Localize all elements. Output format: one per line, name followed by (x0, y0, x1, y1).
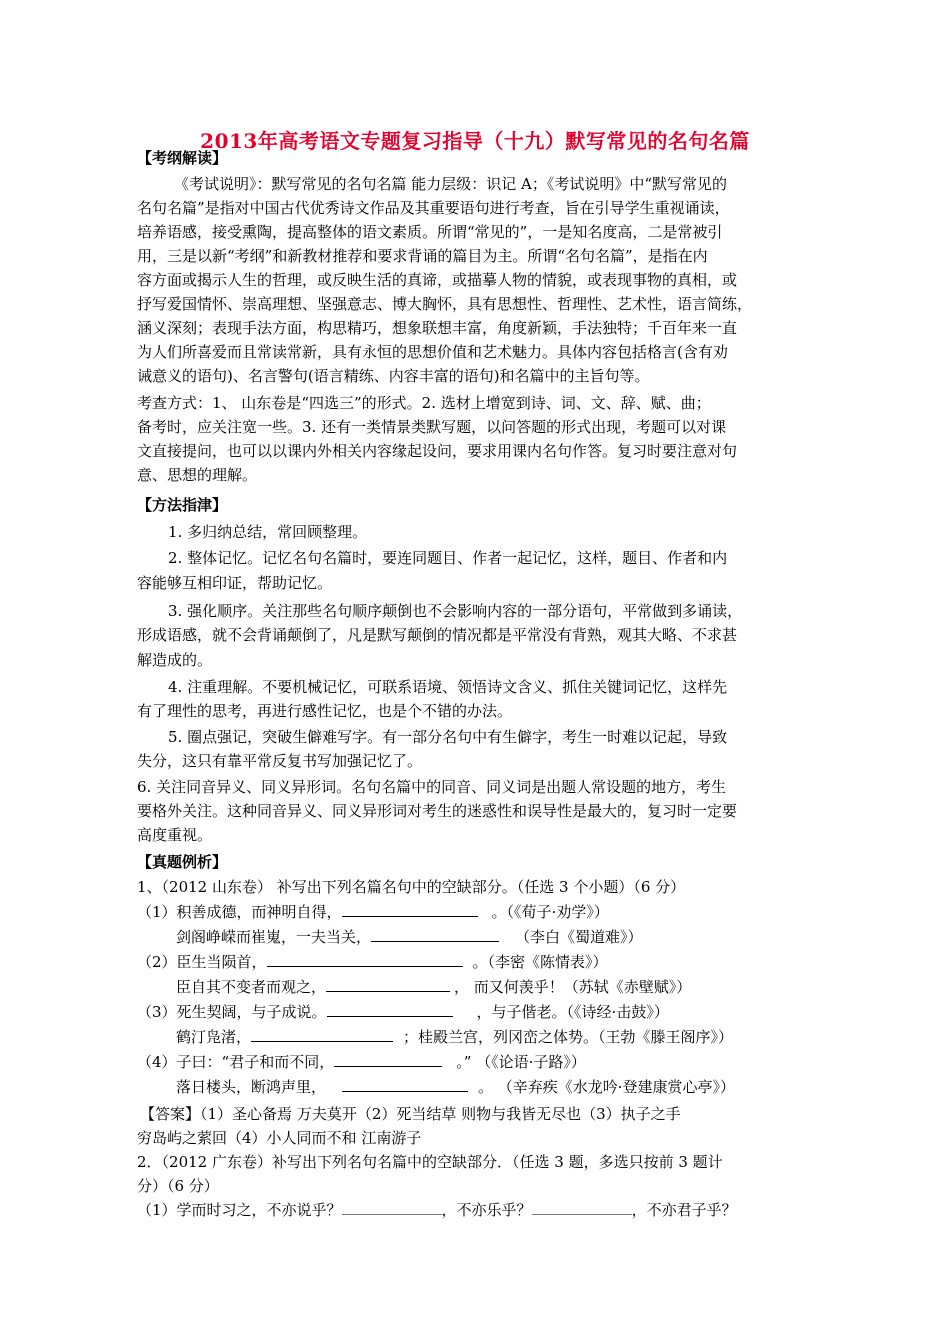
paragraph-line: 为人们所喜爱而且常读常新，具有永恒的思想价值和艺术魅力。具体内容包括格言(含有劝 (137, 343, 728, 361)
paragraph-line: 意、思想的理解。 (137, 466, 258, 484)
paragraph-line: 容能够互相印证，帮助记忆。 (137, 574, 333, 592)
paragraph-line: 6. 关注同音异义、同义异形词。名句名篇中的同音、同义词是出题人常设题的地方，考生 (137, 778, 727, 796)
answer-blank[interactable] (251, 1027, 393, 1042)
section-heading-examples: 【真题例析】 (137, 853, 228, 871)
paragraph-line: 要格外关注。这种同音异义、同义异形词对考生的迷惑性和误导性是最大的，复习时一定要 (137, 802, 738, 820)
answer-blank[interactable] (327, 1002, 453, 1017)
answer-blank[interactable] (342, 1200, 442, 1215)
question-1-line: 剑阁峥嵘而崔嵬，一夫当关， （李白《蜀道难》） (176, 928, 643, 946)
question-1-line: （4）子曰：“君子和而不同， 。” （《论语·子路》） (137, 1053, 586, 1071)
question-2-stem: 2．（2012 广东卷）补写出下列名句名篇中的空缺部分．（任选 3 题，多选只按前 3 题计 (137, 1153, 723, 1171)
paragraph-line: 备考时，应关注宽一些。3. 还有一类情景类默写题，以问答题的形式出现，考题可以对课 (137, 418, 727, 436)
question-1-line: （2）臣生当陨首， 。（李密《陈情表》） (137, 953, 608, 971)
paragraph-line: 诫意义的语句)、名言警句(语言精练、内容丰富的语句)和名篇中的主旨句等。 (137, 367, 650, 385)
paragraph-line: 涵义深刻；表现手法方面，构思精巧，想象联想丰富，角度新颖，手法独特；千百年来一直 (137, 319, 738, 337)
paragraph-line: 4. 注重理解。不要机械记忆，可联系语境、领悟诗文含义、抓住关键词记忆，这样先 (168, 678, 728, 696)
section-heading-method: 【方法指津】 (137, 496, 228, 514)
question-1-line: （3）死生契阔，与子成说。 ，与子偕老。（《诗经·击鼓》） (137, 1003, 669, 1021)
question-1-line: 臣自其不变者而观之， ， 而又何羡乎！（苏轼《赤壁赋》） (176, 978, 692, 996)
answer-line: 穷岛屿之萦回（4）小人同而不和 江南游子 (137, 1129, 422, 1147)
question-2-stem: 分）（6 分） (137, 1177, 219, 1195)
document-title: 2013年高考语文专题复习指导（十九）默写常见的名句名篇 (200, 129, 750, 153)
answer-blank[interactable] (326, 977, 450, 992)
question-2-line: （1）学而时习之，不亦说乎？ ，不亦乐乎？ ，不亦君子乎？ (137, 1201, 737, 1219)
paragraph-line: 失分，这只有靠平常反复书写加强记忆了。 (137, 752, 423, 770)
paragraph-line: 高度重视。 (137, 826, 213, 844)
paragraph-line: 5. 圈点强记，突破生僻难写字。有一部分名句中有生僻字，考生一时难以记起，导致 (168, 728, 728, 746)
paragraph-line: 文直接提问，也可以以课内外相关内容缘起设问，要求用课内名句作答。复习时要注意对句 (137, 442, 738, 460)
paragraph-line: 名句名篇”是指对中国古代优秀诗文作品及其重要语句进行考查，旨在引导学生重视诵读， (137, 199, 730, 217)
paragraph-line: 抒写爱国情怀、崇高理想、坚强意志、博大胸怀，具有思想性、哲理性、艺术性，语言简练， (137, 295, 753, 313)
answer-blank[interactable] (342, 1077, 468, 1092)
paragraph-line: 2. 整体记忆。记忆名句名篇时，要连同题目、作者一起记忆，这样，题目、作者和内 (168, 549, 728, 567)
answer-blank[interactable] (532, 1200, 632, 1215)
paragraph-line: 用，三是以新“考纲”和新教材推荐和要求背诵的篇目为主。所谓“名句名篇”，是指在内 (137, 247, 708, 265)
paragraph-line: 培养语感，接受熏陶，提高整体的语文素质。所谓“常见的”，一是知名度高，二是常被引 (137, 223, 723, 241)
paragraph-line: 形成语感，就不会背诵颠倒了，凡是默写颠倒的情况都是平常没有背熟，观其大略、不求甚 (137, 626, 738, 644)
answer-blank[interactable] (371, 927, 499, 942)
paragraph-line: 解造成的。 (137, 651, 213, 669)
paragraph-line: 1. 多归纳总结，常回顾整理。 (168, 523, 368, 541)
question-1-stem: 1、（2012 山东卷） 补写出下列名篇名句中的空缺部分。（任选 3 个小题）（6 分） (137, 878, 686, 896)
answer-blank[interactable] (334, 1052, 442, 1067)
paragraph-line: 容方面或揭示人生的哲理，或反映生活的真谛，或描摹人物的情貌，或表现事物的真相，或 (137, 271, 738, 289)
paragraph-line: 3. 强化顺序。关注那些名句顺序颠倒也不会影响内容的一部分语句，平常做到多诵读， (168, 602, 743, 620)
answer-blank[interactable] (342, 902, 478, 917)
answer-line: 【答案】（1）圣心备焉 万夫莫开（2）死当结草 则物与我皆无尽也（3）执子之手 (140, 1105, 681, 1123)
section-heading-outline: 【考纲解读】 (137, 149, 228, 167)
question-1-line: 鹤汀凫渚， ；桂殿兰宫，列冈峦之体势。（王勃《滕王阁序》） (176, 1028, 734, 1046)
paragraph-line: 有了理性的思考，再进行感性记忆，也是个不错的办法。 (137, 702, 513, 720)
question-1-line: 落日楼头，断鸿声里， 。 （辛弃疾《水龙吟·登建康赏心亭》） (176, 1078, 736, 1096)
answer-blank[interactable] (267, 952, 463, 967)
question-1-line: （1）积善成德，而神明自得， 。（《荀子·劝学》） (137, 903, 609, 921)
paragraph-line: 《考试说明》：默写常见的名句名篇 能力层级：识记 A；《考试说明》中“默写常见的 (174, 175, 728, 193)
paragraph-line: 考查方式：1、 山东卷是“四选三”的形式。2. 选材上增宽到诗、词、文、辞、赋、曲； (137, 394, 711, 412)
